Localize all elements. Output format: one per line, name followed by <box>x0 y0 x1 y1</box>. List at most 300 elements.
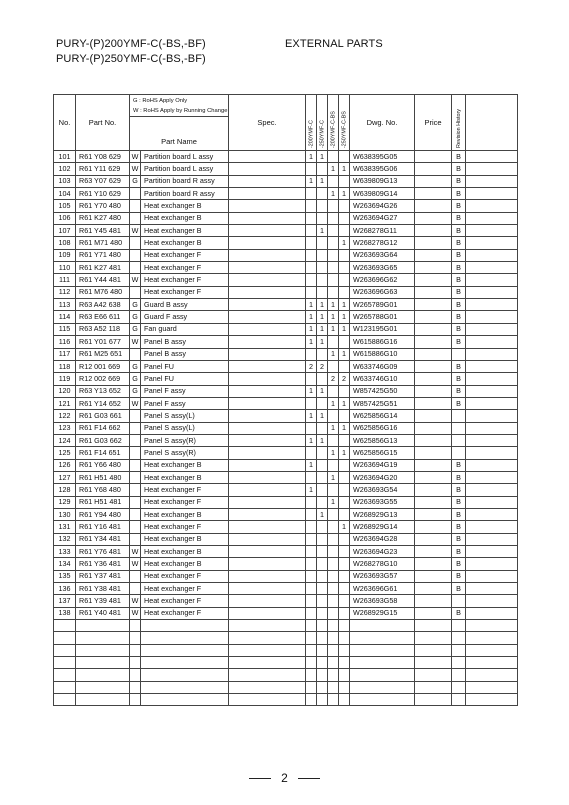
cell-r: W <box>130 274 141 286</box>
cell-empty <box>466 632 518 644</box>
col-revision-header: Revision History <box>452 95 466 151</box>
table-row <box>54 175 518 187</box>
cell-no: 104 <box>54 188 76 200</box>
cell-part: R63 Y13 652 <box>76 385 130 397</box>
cell-dwg: W625856G14 <box>350 410 415 422</box>
cell-name: Fan guard <box>141 323 229 335</box>
table-row <box>54 249 518 261</box>
col-blank-header <box>466 95 518 151</box>
cell-part: R61 K27 480 <box>76 212 130 224</box>
cell-empty <box>466 200 518 212</box>
cell-part: R61 Y45 481 <box>76 225 130 237</box>
cell-q1 <box>306 163 317 175</box>
cell-empty <box>466 397 518 409</box>
cell-q4 <box>339 175 350 187</box>
cell-name: Heat exchanger B <box>141 212 229 224</box>
cell-empty <box>229 546 306 558</box>
cell-rev: B <box>452 484 466 496</box>
cell-q1 <box>306 595 317 607</box>
cell-empty <box>415 422 452 434</box>
cell-empty <box>229 583 306 595</box>
cell-q1: 1 <box>306 175 317 187</box>
cell-name: Heat exchanger F <box>141 286 229 298</box>
cell-empty <box>229 212 306 224</box>
table-row <box>54 521 518 533</box>
cell-q3 <box>328 237 339 249</box>
cell-q1 <box>306 508 317 520</box>
cell-part: R61 Y01 677 <box>76 336 130 348</box>
cell-q4: 1 <box>339 521 350 533</box>
cell-empty <box>229 521 306 533</box>
cell-q3 <box>328 262 339 274</box>
cell-empty <box>130 632 141 644</box>
cell-empty <box>415 546 452 558</box>
cell-r <box>130 212 141 224</box>
cell-name: Heat exchanger B <box>141 237 229 249</box>
cell-rev: B <box>452 274 466 286</box>
cell-q3 <box>328 200 339 212</box>
cell-no: 107 <box>54 225 76 237</box>
cell-q3: 1 <box>328 311 339 323</box>
cell-empty <box>317 620 328 632</box>
cell-empty <box>466 410 518 422</box>
cell-name: Heat exchanger B <box>141 508 229 520</box>
cell-empty <box>350 681 415 693</box>
cell-empty <box>415 558 452 570</box>
cell-q4: 1 <box>339 311 350 323</box>
table-row <box>54 434 518 446</box>
cell-no: 111 <box>54 274 76 286</box>
cell-empty <box>317 694 328 706</box>
cell-q2 <box>317 397 328 409</box>
cell-no: 129 <box>54 496 76 508</box>
cell-dwg: W639809G13 <box>350 175 415 187</box>
cell-q3 <box>328 249 339 261</box>
cell-r <box>130 249 141 261</box>
cell-empty <box>229 657 306 669</box>
cell-empty <box>350 644 415 656</box>
cell-empty <box>415 262 452 274</box>
cell-empty <box>415 657 452 669</box>
cell-rev: B <box>452 188 466 200</box>
cell-r <box>130 583 141 595</box>
cell-q3 <box>328 274 339 286</box>
cell-q1: 1 <box>306 459 317 471</box>
cell-name: Guard F assy <box>141 311 229 323</box>
cell-empty <box>466 262 518 274</box>
cell-q2 <box>317 373 328 385</box>
cell-empty <box>306 681 317 693</box>
cell-name: Heat exchanger B <box>141 459 229 471</box>
cell-r <box>130 508 141 520</box>
cell-no: 105 <box>54 200 76 212</box>
empty-row <box>54 694 518 706</box>
cell-rev: B <box>452 225 466 237</box>
cell-r <box>130 471 141 483</box>
cell-name: Partition board L assy <box>141 151 229 163</box>
cell-empty <box>130 669 141 681</box>
cell-q2 <box>317 422 328 434</box>
table-row <box>54 484 518 496</box>
cell-r <box>130 262 141 274</box>
empty-row <box>54 620 518 632</box>
cell-rev: B <box>452 249 466 261</box>
cell-q1 <box>306 496 317 508</box>
cell-empty <box>466 434 518 446</box>
cell-dwg: W123195G01 <box>350 323 415 335</box>
cell-rev: B <box>452 336 466 348</box>
cell-empty <box>466 151 518 163</box>
cell-empty <box>452 694 466 706</box>
cell-empty <box>229 471 306 483</box>
page-title: EXTERNAL PARTS <box>285 38 383 50</box>
cell-q1 <box>306 348 317 360</box>
cell-empty <box>317 632 328 644</box>
cell-no: 101 <box>54 151 76 163</box>
cell-no: 110 <box>54 262 76 274</box>
cell-rev: B <box>452 521 466 533</box>
cell-rev <box>452 434 466 446</box>
table-row <box>54 496 518 508</box>
cell-dwg: W263693G58 <box>350 595 415 607</box>
cell-empty <box>229 447 306 459</box>
cell-q2: 1 <box>317 410 328 422</box>
cell-q3 <box>328 583 339 595</box>
cell-q4 <box>339 546 350 558</box>
table-row <box>54 323 518 335</box>
cell-r <box>130 570 141 582</box>
cell-empty <box>229 225 306 237</box>
cell-r <box>130 459 141 471</box>
cell-q3 <box>328 410 339 422</box>
table-row <box>54 200 518 212</box>
cell-part: R63 E66 611 <box>76 311 130 323</box>
cell-q1: 1 <box>306 434 317 446</box>
cell-q3: 2 <box>328 373 339 385</box>
cell-empty <box>141 632 229 644</box>
cell-q1 <box>306 225 317 237</box>
table-row <box>54 533 518 545</box>
table-row <box>54 151 518 163</box>
cell-empty <box>452 620 466 632</box>
cell-name: Panel S assy(R) <box>141 434 229 446</box>
table-row <box>54 397 518 409</box>
cell-empty <box>466 323 518 335</box>
cell-empty <box>415 484 452 496</box>
cell-empty <box>466 521 518 533</box>
cell-q1 <box>306 249 317 261</box>
cell-q1 <box>306 286 317 298</box>
cell-dwg: W633746G09 <box>350 360 415 372</box>
cell-q2: 2 <box>317 360 328 372</box>
cell-rev: B <box>452 385 466 397</box>
cell-q2 <box>317 533 328 545</box>
cell-r: W <box>130 163 141 175</box>
cell-part: R12 001 669 <box>76 360 130 372</box>
cell-empty <box>466 471 518 483</box>
cell-q4: 1 <box>339 397 350 409</box>
cell-no: 125 <box>54 447 76 459</box>
cell-empty <box>339 620 350 632</box>
col-model-2-header: -250YMF-C <box>317 95 328 151</box>
cell-empty <box>350 694 415 706</box>
cell-empty <box>415 447 452 459</box>
cell-q3 <box>328 336 339 348</box>
cell-q3: 1 <box>328 188 339 200</box>
cell-r <box>130 348 141 360</box>
cell-q4 <box>339 200 350 212</box>
cell-empty <box>54 620 76 632</box>
cell-empty <box>229 570 306 582</box>
cell-dwg: W615886G16 <box>350 336 415 348</box>
cell-q4 <box>339 151 350 163</box>
cell-name: Heat exchanger B <box>141 471 229 483</box>
cell-q2: 1 <box>317 225 328 237</box>
cell-q1: 1 <box>306 299 317 311</box>
cell-q3 <box>328 595 339 607</box>
table-row <box>54 410 518 422</box>
cell-q3 <box>328 151 339 163</box>
cell-q2 <box>317 274 328 286</box>
cell-empty <box>339 644 350 656</box>
cell-name: Heat exchanger B <box>141 200 229 212</box>
cell-no: 124 <box>54 434 76 446</box>
cell-empty <box>328 620 339 632</box>
page-footer <box>0 771 569 785</box>
cell-empty <box>415 311 452 323</box>
cell-empty <box>350 620 415 632</box>
cell-q4 <box>339 225 350 237</box>
cell-dwg: W268929G15 <box>350 607 415 619</box>
cell-empty <box>229 262 306 274</box>
cell-empty <box>466 681 518 693</box>
cell-empty <box>415 286 452 298</box>
cell-q3 <box>328 286 339 298</box>
cell-q2 <box>317 471 328 483</box>
cell-q2 <box>317 237 328 249</box>
cell-r <box>130 188 141 200</box>
cell-q3: 1 <box>328 323 339 335</box>
cell-q3 <box>328 508 339 520</box>
cell-empty <box>466 546 518 558</box>
cell-part: R61 Y10 629 <box>76 188 130 200</box>
table-row <box>54 385 518 397</box>
footer-rule-left <box>249 778 271 779</box>
cell-part: R61 M25 651 <box>76 348 130 360</box>
cell-q3: 1 <box>328 299 339 311</box>
cell-empty <box>76 694 130 706</box>
cell-rev: B <box>452 583 466 595</box>
cell-empty <box>141 620 229 632</box>
cell-q4 <box>339 459 350 471</box>
cell-empty <box>415 410 452 422</box>
cell-no: 103 <box>54 175 76 187</box>
cell-q4: 1 <box>339 163 350 175</box>
cell-empty <box>415 373 452 385</box>
cell-dwg: W268929G14 <box>350 521 415 533</box>
cell-empty <box>229 163 306 175</box>
cell-empty <box>466 175 518 187</box>
cell-dwg: W263693G54 <box>350 484 415 496</box>
cell-empty <box>452 657 466 669</box>
cell-rev: B <box>452 533 466 545</box>
cell-q1 <box>306 212 317 224</box>
cell-empty <box>415 694 452 706</box>
cell-q4 <box>339 212 350 224</box>
cell-no: 112 <box>54 286 76 298</box>
cell-q1 <box>306 397 317 409</box>
cell-q1 <box>306 583 317 595</box>
cell-r: W <box>130 225 141 237</box>
cell-empty <box>76 644 130 656</box>
cell-q4: 2 <box>339 373 350 385</box>
cell-q4 <box>339 583 350 595</box>
cell-empty <box>328 669 339 681</box>
cell-dwg: W615886G10 <box>350 348 415 360</box>
cell-q4: 1 <box>339 422 350 434</box>
cell-empty <box>54 657 76 669</box>
cell-name: Panel S assy(R) <box>141 447 229 459</box>
cell-empty <box>466 694 518 706</box>
cell-rev: B <box>452 471 466 483</box>
cell-empty <box>229 397 306 409</box>
cell-q2 <box>317 447 328 459</box>
cell-q1: 2 <box>306 360 317 372</box>
parts-table <box>53 94 518 706</box>
cell-dwg: W268278G11 <box>350 225 415 237</box>
cell-empty <box>415 175 452 187</box>
legend-w: W : RoHS Apply by Running Change <box>133 108 228 114</box>
col-model-3-header: -200YMF-C-BS <box>328 95 339 151</box>
cell-q3: 1 <box>328 163 339 175</box>
cell-empty <box>317 669 328 681</box>
cell-empty <box>317 644 328 656</box>
cell-q1: 1 <box>306 336 317 348</box>
table-row <box>54 274 518 286</box>
page-number: 2 <box>281 771 288 785</box>
cell-q2 <box>317 484 328 496</box>
cell-r: W <box>130 607 141 619</box>
cell-empty <box>466 163 518 175</box>
cell-q3 <box>328 546 339 558</box>
cell-part: R61 Y14 652 <box>76 397 130 409</box>
cell-r: W <box>130 336 141 348</box>
cell-empty <box>229 348 306 360</box>
cell-r: G <box>130 299 141 311</box>
table-row <box>54 607 518 619</box>
cell-q2 <box>317 163 328 175</box>
table-row <box>54 558 518 570</box>
cell-q1 <box>306 373 317 385</box>
cell-q4 <box>339 607 350 619</box>
cell-part: R61 Y08 629 <box>76 151 130 163</box>
cell-r <box>130 286 141 298</box>
header-row-top <box>54 95 518 117</box>
cell-empty <box>350 657 415 669</box>
cell-part: R61 Y38 481 <box>76 583 130 595</box>
cell-empty <box>415 607 452 619</box>
cell-no: 127 <box>54 471 76 483</box>
cell-empty <box>415 620 452 632</box>
cell-q4 <box>339 496 350 508</box>
cell-dwg: W638395G06 <box>350 163 415 175</box>
cell-q3: 1 <box>328 471 339 483</box>
cell-empty <box>415 583 452 595</box>
cell-empty <box>229 286 306 298</box>
cell-q2 <box>317 286 328 298</box>
cell-empty <box>229 595 306 607</box>
cell-q2: 1 <box>317 385 328 397</box>
cell-dwg: W263696G61 <box>350 583 415 595</box>
cell-empty <box>229 632 306 644</box>
cell-rev: B <box>452 508 466 520</box>
cell-no: 128 <box>54 484 76 496</box>
cell-q1: 1 <box>306 311 317 323</box>
cell-q4: 1 <box>339 188 350 200</box>
parts-table-body <box>54 151 518 706</box>
cell-r <box>130 521 141 533</box>
cell-empty <box>466 669 518 681</box>
cell-name: Partition board L assy <box>141 163 229 175</box>
cell-no: 130 <box>54 508 76 520</box>
cell-empty <box>415 385 452 397</box>
table-row <box>54 422 518 434</box>
cell-q1 <box>306 274 317 286</box>
cell-no: 135 <box>54 570 76 582</box>
cell-empty <box>466 657 518 669</box>
cell-r <box>130 422 141 434</box>
table-row <box>54 447 518 459</box>
cell-empty <box>466 348 518 360</box>
cell-dwg: W639809G14 <box>350 188 415 200</box>
cell-dwg: W625856G13 <box>350 434 415 446</box>
cell-empty <box>328 657 339 669</box>
cell-q4 <box>339 533 350 545</box>
cell-q2: 1 <box>317 336 328 348</box>
table-row <box>54 262 518 274</box>
cell-rev <box>452 410 466 422</box>
cell-r: G <box>130 323 141 335</box>
cell-empty <box>466 225 518 237</box>
cell-empty <box>466 373 518 385</box>
cell-empty <box>452 632 466 644</box>
cell-name: Heat exchanger B <box>141 558 229 570</box>
cell-r: G <box>130 373 141 385</box>
cell-part: R61 M76 480 <box>76 286 130 298</box>
cell-name: Partition board R assy <box>141 188 229 200</box>
cell-empty <box>466 299 518 311</box>
cell-q4: 1 <box>339 348 350 360</box>
cell-name: Panel FU <box>141 360 229 372</box>
cell-part: R61 G03 661 <box>76 410 130 422</box>
cell-dwg: W263694G20 <box>350 471 415 483</box>
cell-empty <box>466 237 518 249</box>
cell-empty <box>350 669 415 681</box>
cell-rev: B <box>452 496 466 508</box>
cell-q4: 1 <box>339 323 350 335</box>
cell-empty <box>229 422 306 434</box>
cell-part: R61 Y71 480 <box>76 249 130 261</box>
cell-part: R61 F14 651 <box>76 447 130 459</box>
cell-name: Heat exchanger B <box>141 546 229 558</box>
cell-empty <box>466 212 518 224</box>
cell-part: R63 Y07 629 <box>76 175 130 187</box>
cell-dwg: W263693G65 <box>350 262 415 274</box>
cell-no: 113 <box>54 299 76 311</box>
cell-rev: B <box>452 237 466 249</box>
cell-q1 <box>306 471 317 483</box>
cell-no: 123 <box>54 422 76 434</box>
